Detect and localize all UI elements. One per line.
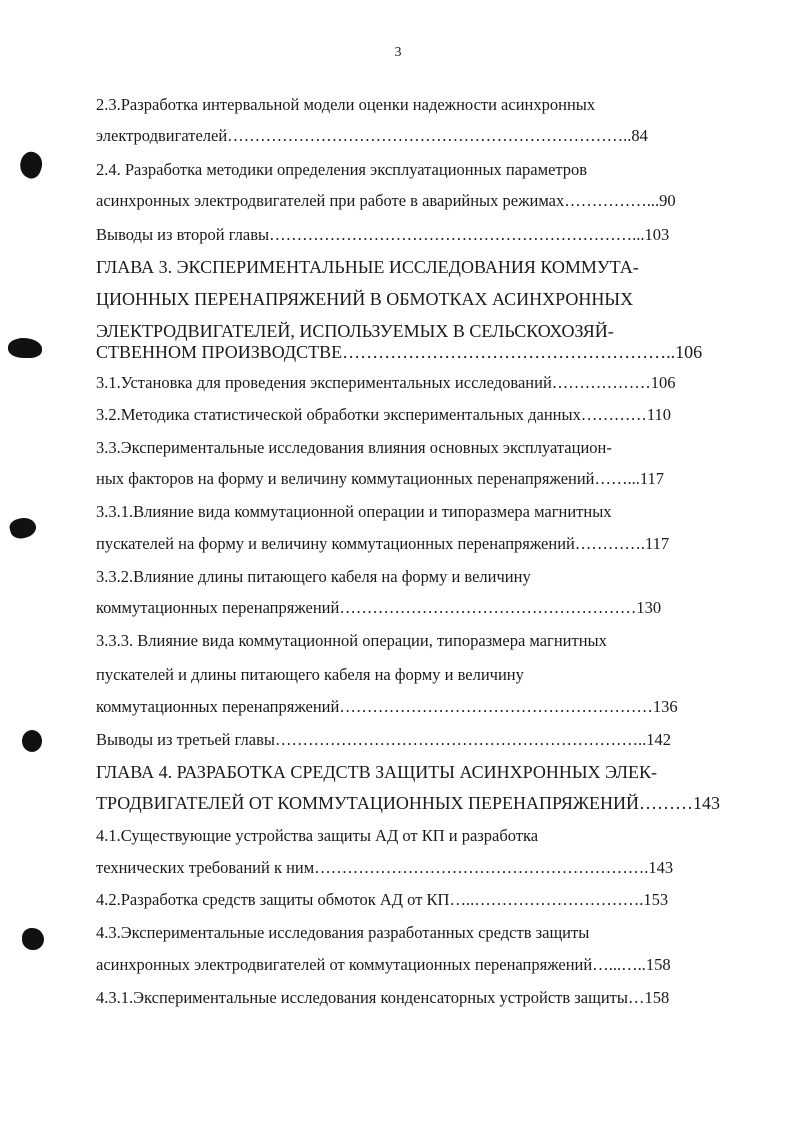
scan-blot-4: [22, 730, 42, 752]
scan-blot-1: [16, 149, 46, 181]
toc-line: коммутационных перенапряжений………………………………………………130: [96, 598, 662, 617]
toc-line: коммутационных перенапряжений…………………………………………………136: [96, 697, 678, 716]
chapter-heading-line: СТВЕННОМ ПРОИЗВОДСТВЕ………………………………………………..106: [96, 342, 703, 362]
toc-line: Выводы из третьей главы…………………………………………………………..142: [96, 730, 671, 749]
scan-blot-2: [8, 338, 42, 358]
toc-line: асинхронных электродвигателей при работе в аварийных режимах……………...90: [96, 191, 676, 210]
chapter-heading-line: ТРОДВИГАТЕЛЕЙ ОТ КОММУТАЦИОННЫХ ПЕРЕНАПРЯЖЕНИЙ………143: [96, 793, 721, 813]
scan-blot-3: [8, 515, 38, 541]
toc-line: ных факторов на форму и величину коммутационных перенапряжений……...117: [96, 469, 665, 488]
toc-line: 4.3.1.Экспериментальные исследования конденсаторных устройств защиты…158: [96, 988, 670, 1007]
toc-line: 4.1.Существующие устройства защиты АД от КП и разработка: [96, 826, 539, 845]
scan-blot-5: [22, 928, 44, 950]
toc-line: пускателей на форму и величину коммутационных перенапряжений………….117: [96, 534, 670, 553]
toc-line: пускателей и длины питающего кабеля на форму и величину: [96, 665, 524, 684]
chapter-heading-line: ГЛАВА 4. РАЗРАБОТКА СРЕДСТВ ЗАЩИТЫ АСИНХРОННЫХ ЭЛЕК-: [96, 762, 657, 782]
toc-line: 3.3.2.Влияние длины питающего кабеля на форму и величину: [96, 567, 531, 586]
chapter-heading-line: ЦИОННЫХ ПЕРЕНАПРЯЖЕНИЙ В ОБМОТКАХ АСИНХРОННЫХ: [96, 289, 634, 309]
toc-line: технических требований к ним…………………………………………………….143: [96, 858, 674, 877]
toc-line: 2.3.Разработка интервальной модели оценки надежности асинхронных: [96, 95, 596, 114]
toc-line: 3.2.Методика статистической обработки экспериментальных данных…………110: [96, 405, 671, 424]
page-number: 3: [394, 45, 402, 60]
toc-line: электродвигателей………………………………………………………………..84: [96, 126, 648, 145]
toc-line: 3.1.Установка для проведения экспериментальных исследований………………106: [96, 373, 676, 392]
chapter-heading-line: ГЛАВА 3. ЭКСПЕРИМЕНТАЛЬНЫЕ ИССЛЕДОВАНИЯ КОММУТА-: [96, 257, 639, 277]
toc-line: 3.3.Экспериментальные исследования влияния основных эксплуатацион-: [96, 438, 612, 457]
toc-line: асинхронных электродвигателей от коммутационных перенапряжений…...…..158: [96, 955, 671, 974]
chapter-heading-line: ЭЛЕКТРОДВИГАТЕЛЕЙ, ИСПОЛЬЗУЕМЫХ В СЕЛЬСКОХОЗЯЙ-: [96, 321, 614, 341]
toc-line: 2.4. Разработка методики определения эксплуатационных параметров: [96, 160, 588, 179]
toc-line: 3.3.3. Влияние вида коммутационной операции, типоразмера магнитных: [96, 631, 607, 650]
toc-line: Выводы из второй главы…………………………………………………………...103: [96, 225, 670, 244]
toc-line: 4.3.Экспериментальные исследования разработанных средств защиты: [96, 923, 590, 942]
toc-line: 3.3.1.Влияние вида коммутационной операции и типоразмера магнитных: [96, 502, 612, 521]
toc-line: 4.2.Разработка средств защиты обмоток АД от КП…..………………………….153: [96, 890, 669, 909]
